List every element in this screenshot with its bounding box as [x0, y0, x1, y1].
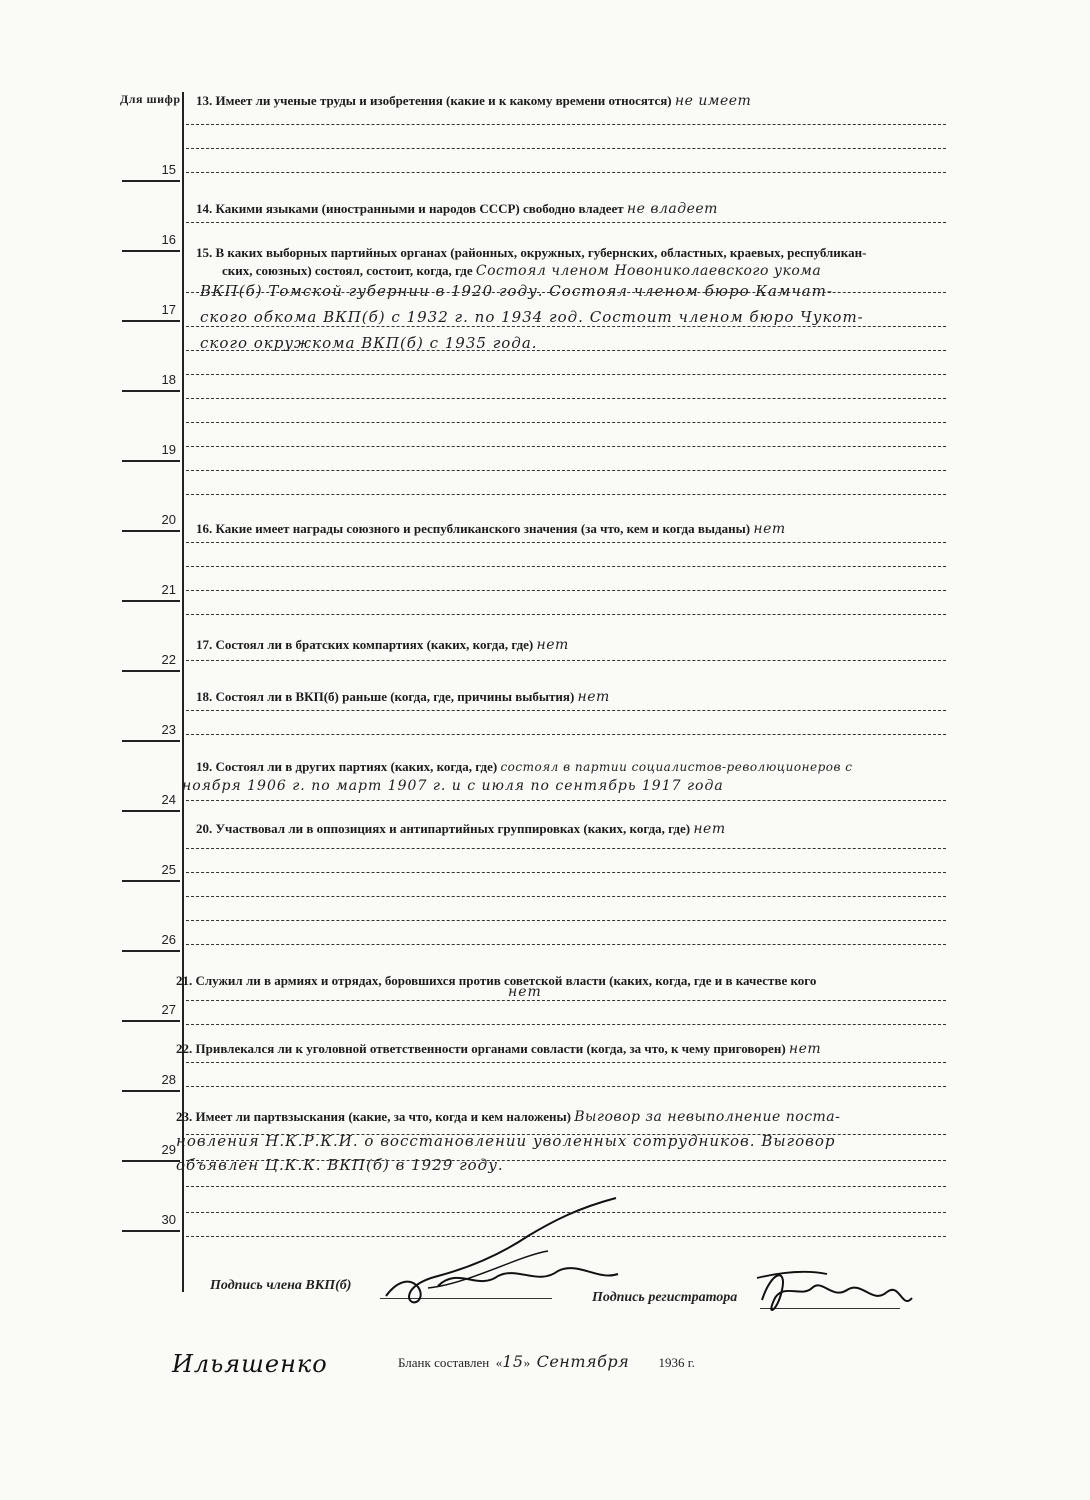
question-15-line-1: 15. В каких выборных партийных органах (районных, окружных, губернских, областных, краевых, республикан-: [196, 245, 867, 260]
margin-number-27: 27: [161, 1002, 176, 1017]
margin-number-22: 22: [161, 652, 176, 667]
margin-tick: [122, 1020, 180, 1022]
rule-line: [186, 566, 946, 567]
margin-tick: [122, 460, 180, 462]
rule-line: [186, 148, 946, 149]
rule-line: [186, 614, 946, 615]
rule-line: [186, 896, 946, 897]
rule-line: [186, 494, 946, 495]
question-22: [176, 1040, 821, 1058]
question-17: [196, 636, 569, 654]
rule-line: [186, 920, 946, 921]
rule-line: [186, 1186, 946, 1187]
question-18-answer: нет: [577, 689, 610, 705]
margin-tick: [122, 1230, 180, 1232]
question-23-answer-line-3: объявлен Ц.К.К. ВКП(б) в 1929 году.: [176, 1156, 504, 1174]
question-19-answer-line-2: ноября 1906 г. по март 1907 г. и с июля по сентябрь 1917 года: [182, 778, 724, 794]
rule-line: [186, 848, 946, 849]
question-15-answer-line-1: Состоял членом Новониколаевского укома: [475, 263, 822, 279]
question-15: [222, 262, 821, 280]
rule-line: [186, 1024, 946, 1025]
margin-tick: [122, 530, 180, 532]
rule-line: [186, 172, 946, 173]
registrar-signature: [752, 1260, 922, 1330]
rule-line: [186, 800, 946, 801]
rule-line: [186, 124, 946, 125]
margin-number-29: 29: [161, 1142, 176, 1157]
margin-number-15: 15: [161, 162, 176, 177]
margin-number-18: 18: [161, 372, 176, 387]
rule-line: [186, 1000, 946, 1001]
question-15-answer-line-4: ского окружкома ВКП(б) с 1935 года.: [200, 334, 538, 352]
margin-number-17: 17: [161, 302, 176, 317]
question-16-text: 16. Какие имеет награды союзного и республиканского значения (за что, кем и когда выданы): [196, 521, 751, 536]
question-15-answer-line-3: ского обкома ВКП(б) с 1932 г. по 1934 год. Состоит членом бюро Чукот-: [200, 308, 864, 326]
rule-line: [186, 422, 946, 423]
question-13-text: 13. Имеет ли ученые труды и изобретения (какие и к какому времени относятся): [196, 93, 672, 108]
question-17-answer: нет: [536, 637, 569, 653]
form-date-prefix: Бланк составлен: [398, 1355, 490, 1370]
margin-tick: [122, 880, 180, 882]
question-16: [196, 520, 786, 538]
question-23-answer-line-2: новления Н.К.Р.К.И. о восстановлении уволенных сотрудников. Выговор: [176, 1132, 836, 1150]
margin-tick: [122, 810, 180, 812]
question-19: [196, 758, 853, 776]
question-16-answer: нет: [753, 521, 786, 537]
margin-number-23: 23: [161, 722, 176, 737]
margin-tick: [122, 1090, 180, 1092]
question-15-text: ских, союзных) состоял, состоит, когда, где: [222, 263, 473, 278]
rule-line: [186, 542, 946, 543]
rule-line: [186, 1086, 946, 1087]
cipher-column-header: Для шифр: [120, 92, 181, 106]
question-23-answer-line-1: Выговор за невыполнение поста-: [574, 1109, 841, 1125]
question-14: [196, 200, 718, 218]
margin-number-19: 19: [161, 442, 176, 457]
question-19-text: 19. Состоял ли в других партиях (каких, когда, где): [196, 759, 498, 774]
rule-line: [186, 872, 946, 873]
margin-number-20: 20: [161, 512, 176, 527]
margin-tick: [122, 1160, 180, 1162]
question-23: [176, 1108, 840, 1126]
rule-line: [186, 374, 946, 375]
question-13-answer: не имеет: [674, 93, 752, 109]
registrar-signature-label: Подпись регистратора: [592, 1290, 738, 1305]
question-18-text: 18. Состоял ли в ВКП(б) раньше (когда, где, причины выбытия): [196, 689, 575, 704]
member-signature-label: Подпись члена ВКП(б): [210, 1278, 352, 1293]
question-17-text: 17. Состоял ли в братских компартиях (каких, когда, где): [196, 637, 534, 652]
question-14-text: 14. Какими языками (иностранными и народов СССР) свободно владеет: [196, 201, 624, 216]
question-20: [196, 820, 726, 838]
rule-line: [186, 660, 946, 661]
question-14-answer: не владеет: [626, 201, 718, 217]
margin-tick: [122, 600, 180, 602]
form-date: Бланк составлен «15» Сентября 1936 г.: [398, 1352, 695, 1371]
margin-number-16: 16: [161, 232, 176, 247]
rule-line: [186, 470, 946, 471]
margin-number-24: 24: [161, 792, 176, 807]
margin-tick: [122, 670, 180, 672]
question-13: [196, 92, 751, 110]
margin-number-25: 25: [161, 862, 176, 877]
question-20-answer: нет: [693, 821, 726, 837]
margin-tick: [122, 180, 180, 182]
rule-line: [186, 1062, 946, 1063]
question-15-answer-line-2: ВКП(б) Томской губернии в 1920 году. Состоял членом бюро Камчат-: [200, 282, 833, 300]
question-22-text: 22. Привлекался ли к уголовной ответственности органами совласти (когда, за что, к чему приговорен): [176, 1041, 786, 1056]
question-19-answer-line-1: состоял в партии социалистов-революционеров с: [500, 760, 853, 774]
question-23-text: 23. Имеет ли партвзыскания (какие, за что, когда и кем наложены): [176, 1109, 571, 1124]
margin-number-30: 30: [161, 1212, 176, 1227]
margin-number-26: 26: [161, 932, 176, 947]
margin-tick: [122, 390, 180, 392]
question-21: 21. Служил ли в армиях и отрядах, боровшихся против советской власти (каких, когда, где и в качестве кого: [176, 973, 817, 988]
question-20-text: 20. Участвовал ли в оппозициях и антипартийных группировках (каких, когда, где): [196, 821, 691, 836]
margin-tick: [122, 320, 180, 322]
form-date-month: Сентября: [536, 1352, 630, 1371]
rule-line: [186, 734, 946, 735]
form-date-year: 1936 г.: [658, 1355, 695, 1370]
margin-tick: [122, 250, 180, 252]
margin-tick: [122, 950, 180, 952]
rule-line: [186, 326, 946, 327]
question-21-answer: нет: [508, 984, 542, 1000]
handwritten-name: Ильяшенко: [172, 1350, 328, 1378]
rule-line: [186, 710, 946, 711]
rule-line: [186, 446, 946, 447]
question-18: [196, 688, 610, 706]
margin-number-21: 21: [161, 582, 176, 597]
rule-line: [186, 944, 946, 945]
rule-line: [186, 398, 946, 399]
rule-line: [186, 222, 946, 223]
rule-line: [186, 590, 946, 591]
margin-number-28: 28: [161, 1072, 176, 1087]
form-date-day: 15: [502, 1352, 524, 1371]
question-22-answer: нет: [788, 1041, 822, 1057]
margin-tick: [122, 740, 180, 742]
